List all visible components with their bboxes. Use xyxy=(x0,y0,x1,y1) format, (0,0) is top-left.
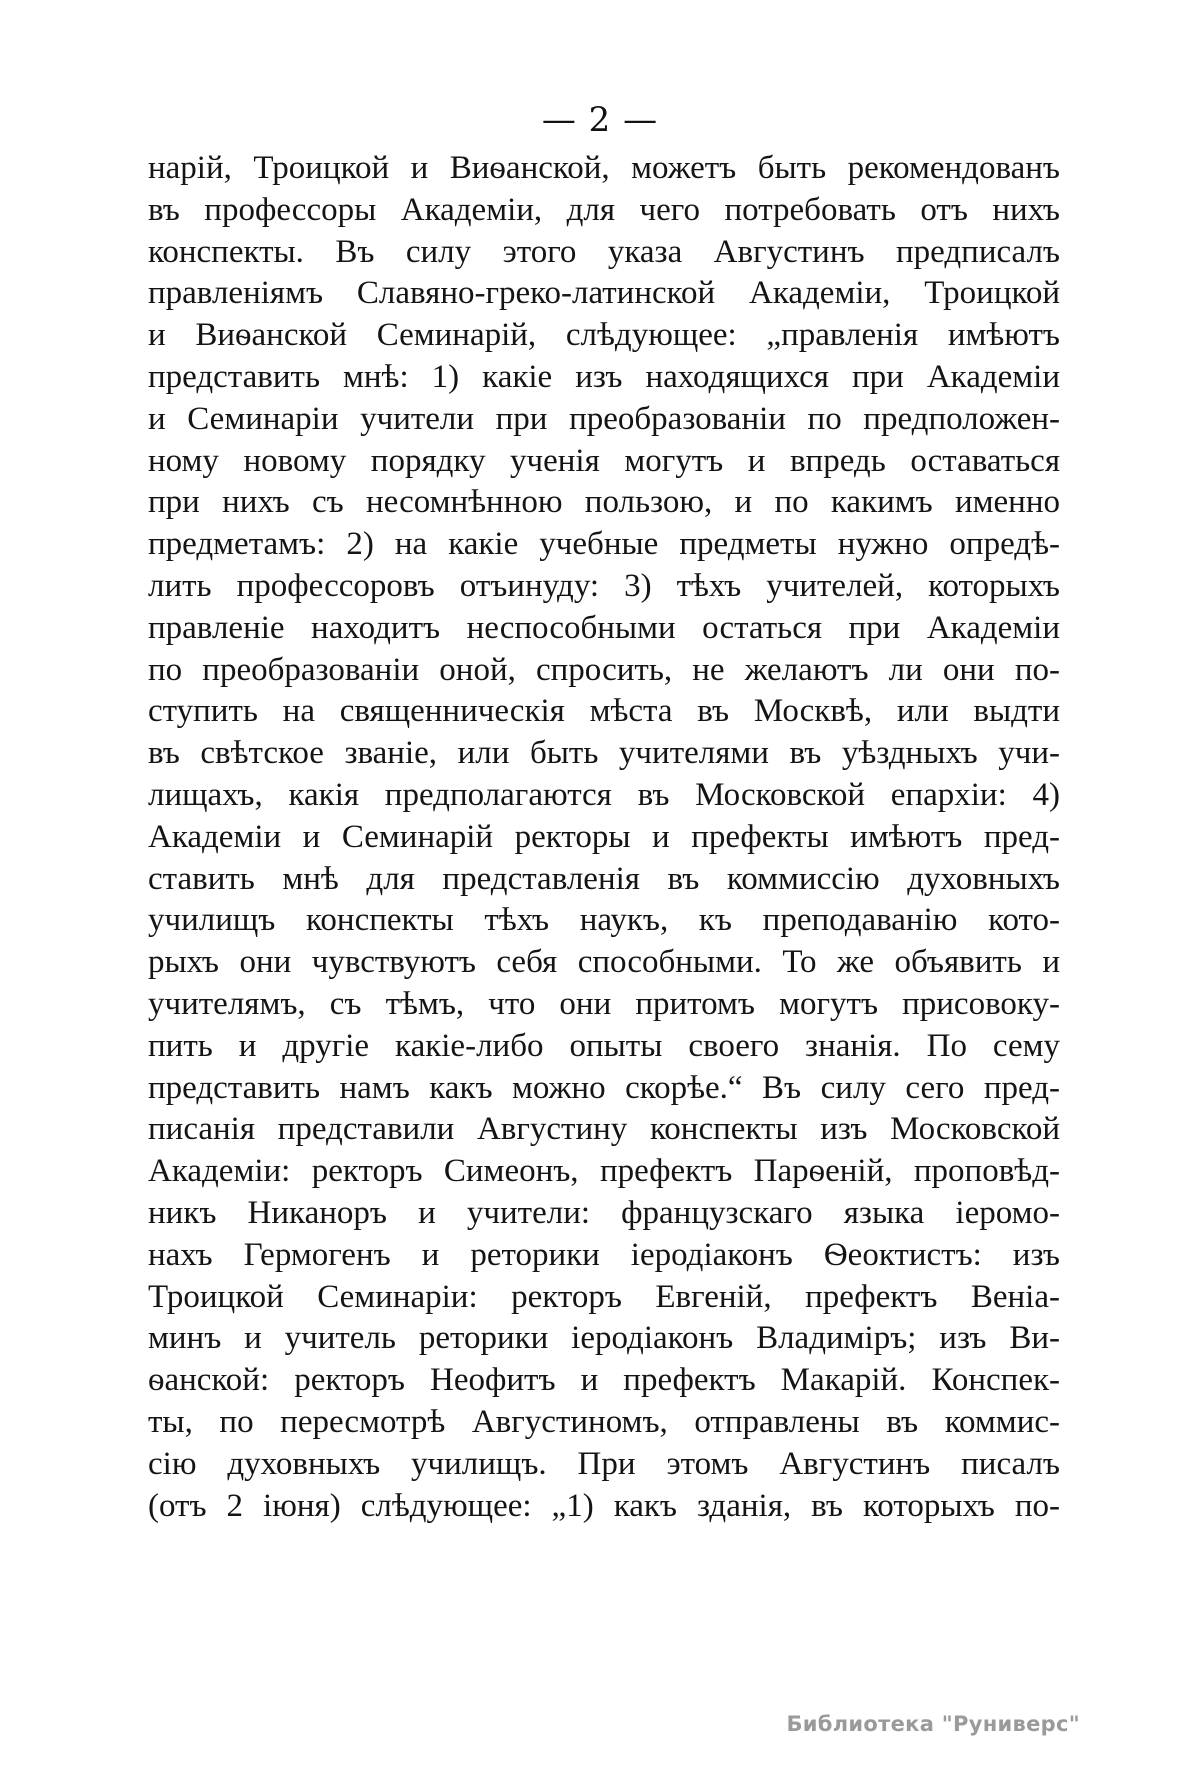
text-line: рыхъ они чувствуютъ себя способными. То же объявить и xyxy=(148,944,1060,981)
text-line: предметамъ: 2) на какіе учебные предметы нужно опредѣ- xyxy=(148,526,1060,563)
text-line: при нихъ съ несомнѣнною пользою, и по какимъ именно xyxy=(148,484,1060,521)
text-line: лищахъ, какія предполагаются въ Московской епархіи: 4) xyxy=(148,776,1060,813)
text-line: училищъ конспекты тѣхъ наукъ, къ преподаванію кото- xyxy=(148,902,1060,939)
text-line: ты, по пересмотрѣ Августиномъ, отправлены въ коммис- xyxy=(148,1403,1060,1440)
text-line: пить и другіе какіе-либо опыты своего знанія. По сему xyxy=(148,1027,1060,1064)
text-line: представить мнѣ: 1) какіе изъ находящихся при Академіи xyxy=(148,358,1060,395)
text-line: сію духовныхъ училищъ. При этомъ Августинъ писалъ xyxy=(148,1445,1060,1482)
library-watermark: Библиотека "Руниверс" xyxy=(786,1712,1080,1736)
text-line: правленіямъ Славяно-греко-латинской Академіи, Троицкой xyxy=(148,275,1060,312)
text-line: ѳанской: ректоръ Неофитъ и префектъ Макарій. Конспек- xyxy=(148,1362,1060,1399)
text-line: нарій, Троицкой и Виѳанской, можетъ быть рекомендованъ xyxy=(148,150,1060,186)
text-line: учителямъ, съ тѣмъ, что они притомъ могутъ присовоку- xyxy=(148,985,1060,1022)
text-line: Троицкой Семинаріи: ректоръ Евгеній, префектъ Веніа- xyxy=(148,1278,1060,1315)
text-line: лить профессоровъ отъинуду: 3) тѣхъ учителей, которыхъ xyxy=(148,567,1060,604)
text-line: ставить мнѣ для представленія въ коммиссію духовныхъ xyxy=(148,860,1060,897)
text-line: Академіи и Семинарій ректоры и префекты имѣютъ пред- xyxy=(148,818,1060,855)
text-line: конспекты. Въ силу этого указа Августинъ предписалъ xyxy=(148,233,1060,270)
text-line: и Семинаріи учители при преобразованіи по предположен- xyxy=(148,400,1060,437)
text-line: представить намъ какъ можно скорѣе.“ Въ силу сего пред- xyxy=(148,1069,1060,1106)
page-number: — 2 — xyxy=(541,100,659,140)
body-text xyxy=(148,148,1060,1527)
text-line: и Виѳанской Семинарій, слѣдующее: „правленія имѣютъ xyxy=(148,317,1060,354)
text-line: Академіи: ректоръ Симеонъ, префектъ Парѳеній, проповѣд- xyxy=(148,1153,1060,1190)
text-line: минъ и учитель реторики іеродіаконъ Владиміръ; изъ Ви- xyxy=(148,1320,1060,1357)
text-line: никъ Никаноръ и учители: французскаго языка іеромо- xyxy=(148,1194,1060,1231)
text-line: въ свѣтское званіе, или быть учителями въ уѣздныхъ учи- xyxy=(148,735,1060,772)
text-line: писанія представили Августину конспекты изъ Московской xyxy=(148,1111,1060,1148)
text-line: въ профессоры Академіи, для чего потребовать отъ нихъ xyxy=(148,191,1060,228)
text-line: ступить на священническія мѣста въ Москвѣ, или выдти xyxy=(148,693,1060,730)
text-line: нахъ Гермогенъ и реторики іеродіаконъ Ѳеоктистъ: изъ xyxy=(148,1236,1060,1273)
text-line: ному новому порядку ученія могутъ и впредь оставаться xyxy=(148,442,1060,479)
text-line: правленіе находитъ неспособными остаться при Академіи xyxy=(148,609,1060,646)
text-line: (отъ 2 іюня) слѣдующее: „1) какъ зданія, въ которыхъ по- xyxy=(148,1487,1060,1524)
text-line: по преобразованіи оной, спросить, не желаютъ ли они по- xyxy=(148,651,1060,688)
